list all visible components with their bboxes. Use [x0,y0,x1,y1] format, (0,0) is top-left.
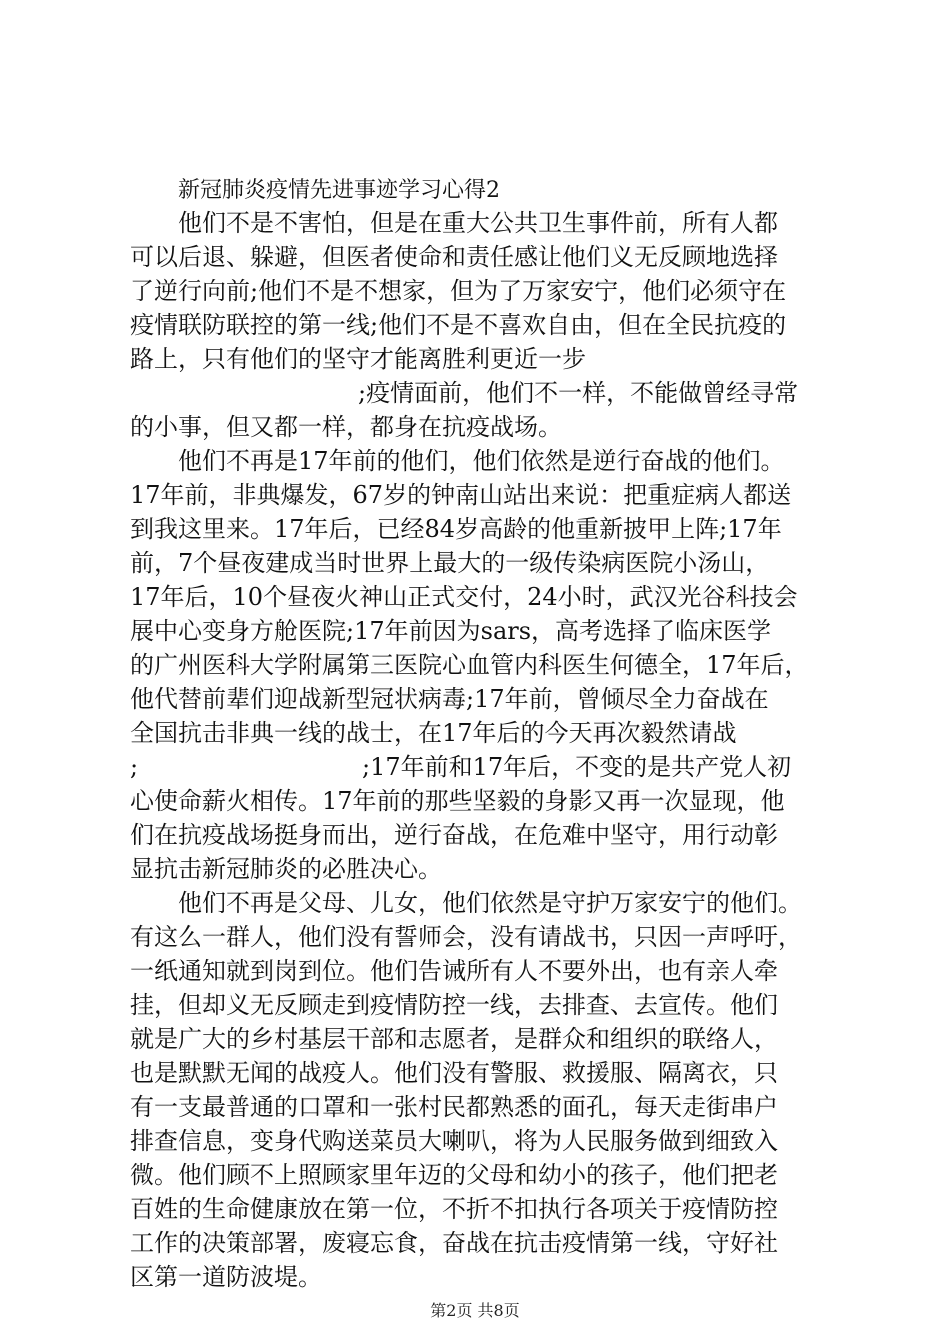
paragraph-line: 的广州医科大学附属第三医院心血管内科医生何德全，17年后， [130,651,809,679]
document-title: 新冠肺炎疫情先进事迹学习心得2 [178,178,500,203]
paragraph-line: 百姓的生命健康放在第一位，不折不扣执行各项关于疫情防控 [130,1195,778,1223]
paragraph-line: 显抗击新冠肺炎的必胜决心。 [130,855,442,883]
paragraph-line: 了逆行向前;他们不是不想家，但为了万家安宁，他们必须守在 [130,277,787,305]
paragraph-line: 前，7个昼夜建成当时世界上最大的一级传染病医院小汤山， [130,549,770,577]
paragraph-line: 路上，只有他们的坚守才能离胜利更近一步 [130,345,586,373]
paragraph-line: 他代替前辈们迎战新型冠状病毒;17年前，曾倾尽全力奋战在 [130,685,769,713]
paragraph-line: 一纸通知就到岗到位。他们告诫所有人不要外出，也有亲人牵 [130,957,778,985]
paragraph-line: 就是广大的乡村基层干部和志愿者，是群众和组织的联络人， [130,1025,778,1053]
paragraph-line: 有这么一群人，他们没有誓师会，没有请战书，只因一声呼吁， [130,923,802,951]
paragraph-line: ; [130,753,139,781]
paragraph-line: 也是默默无闻的战疫人。他们没有警服、救援服、隔离衣，只 [130,1059,778,1087]
paragraph-line: ;疫情面前，他们不一样，不能做曾经寻常 [358,379,799,407]
paragraph-line: 区第一道防波堤。 [130,1263,322,1291]
paragraph-line: 挂，但却义无反顾走到疫情防控一线，去排查、去宣传。他们 [130,991,778,1019]
paragraph-line: 微。他们顾不上照顾家里年迈的父母和幼小的孩子，他们把老 [130,1161,778,1189]
paragraph-line: ;17年前和17年后，不变的是共产党人初 [362,753,792,781]
paragraph-line: 有一支最普通的口罩和一张村民都熟悉的面孔，每天走街串户 [130,1093,778,1121]
paragraph-line: 排查信息，变身代购送菜员大喇叭，将为人民服务做到细致入 [130,1127,778,1155]
page-footer: 第2页 共8页 [430,1301,520,1320]
paragraph-line: 展中心变身方舱医院;17年前因为sars，高考选择了临床医学 [130,617,772,645]
paragraph-line: 全国抗击非典一线的战士，在17年后的今天再次毅然请战 [130,719,737,747]
paragraph-line: 17年后，10个昼夜火神山正式交付，24小时，武汉光谷科技会 [130,583,798,611]
paragraph-line: 他们不再是17年前的他们，他们依然是逆行奋战的他们。 [178,447,785,475]
paragraph-line: 心使命薪火相传。17年前的那些坚毅的身影又再一次显现，他 [130,787,785,815]
paragraph-line: 工作的决策部署，废寝忘食，奋战在抗击疫情第一线，守好社 [130,1229,778,1257]
paragraph-line: 他们不是不害怕，但是在重大公共卫生事件前，所有人都 [178,209,778,237]
paragraph-line: 17年前，非典爆发，67岁的钟南山站出来说：把重症病人都送 [130,481,792,509]
paragraph-line: 可以后退、躲避，但医者使命和责任感让他们义无反顾地选择 [130,243,778,271]
paragraph-line: 的小事，但又都一样，都身在抗疫战场。 [130,413,562,441]
paragraph-line: 疫情联防联控的第一线;他们不是不喜欢自由，但在全民抗疫的 [130,311,787,339]
paragraph-line: 到我这里来。17年后，已经84岁高龄的他重新披甲上阵;17年 [130,515,782,543]
paragraph-line: 们在抗疫战场挺身而出，逆行奋战，在危难中坚守，用行动彰 [130,821,778,849]
paragraph-line: 他们不再是父母、儿女，他们依然是守护万家安宁的他们。 [178,889,802,917]
